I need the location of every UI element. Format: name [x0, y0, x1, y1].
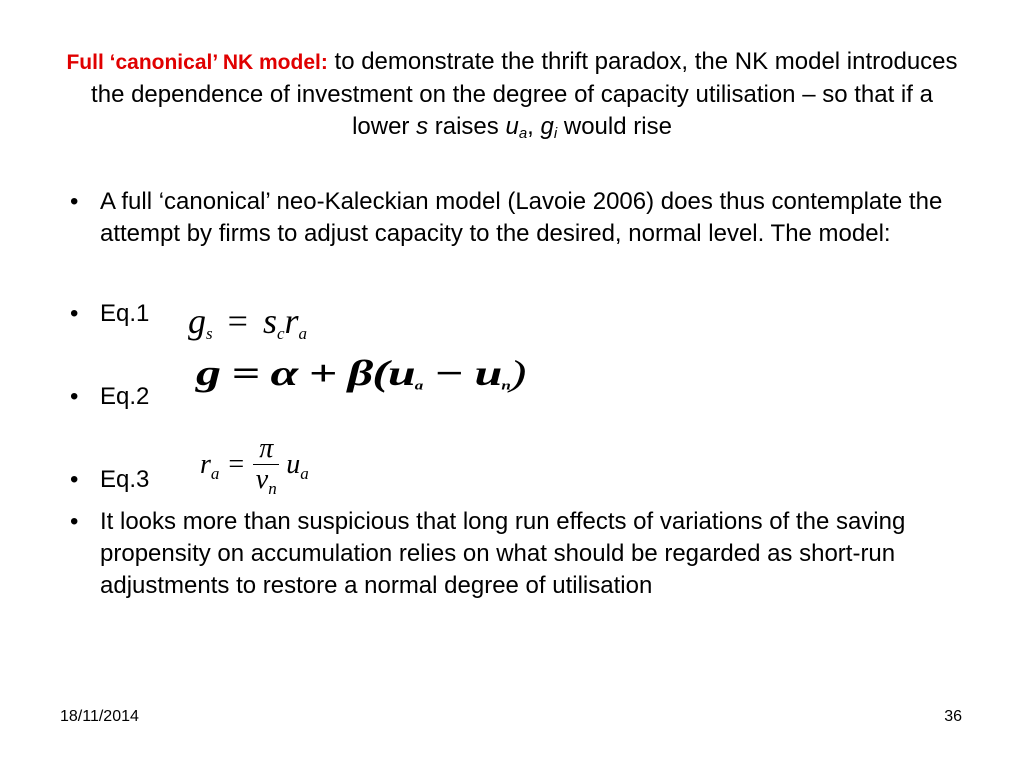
eq1-r: r [284, 301, 299, 341]
footer-date: 18/11/2014 [60, 708, 139, 725]
equation-1 [188, 300, 307, 342]
bullet-marker-5: • [70, 508, 79, 535]
eq1-g: g [188, 301, 206, 341]
eq1-equals: = [227, 301, 248, 341]
title-var-u: u [505, 113, 519, 140]
eq2-sub-n: n [501, 378, 510, 393]
bullet-marker-4: • [70, 466, 79, 493]
bullet-text-5: It looks more than suspicious that long run effects of variations of the saving propensity on accumulation relies on what should be regarded as short-run adjustments to restore a normal degree of utilisation [100, 508, 906, 599]
equation-3 [200, 433, 309, 498]
title-colon: : [320, 51, 328, 74]
eq3-r: r [200, 448, 211, 480]
title-sub-i: i [553, 125, 558, 142]
eq1-s: s [262, 301, 277, 341]
bullet-text-1: A full ‘canonical’ neo-Kaleckian model (Lavoie 2006) does thus contemplate the attempt by firms to adjust capacity to the desired, normal level. The model: [100, 188, 943, 247]
footer-page-number: 36 [944, 708, 962, 725]
title-highlight: Full ‘canonical’ NK model [66, 51, 321, 74]
eq1-sub-s: s [206, 324, 213, 343]
eq3-equals: = [228, 448, 245, 480]
eq3-u: u [286, 448, 301, 480]
title-sub-a: a [518, 125, 528, 142]
eq3-fraction [253, 433, 279, 498]
eq2-main: g = α + β(u [196, 352, 415, 394]
title-text-3: would rise [557, 113, 672, 140]
bullet-marker-1: • [70, 188, 79, 215]
eq2-close-paren: ) [509, 352, 526, 394]
title-var-g: g [540, 113, 554, 140]
eq3-numerator-pi: π [253, 434, 279, 465]
eq3-sub-a: a [210, 463, 220, 483]
eq1-sub-c: c [276, 324, 285, 343]
title-text-1: to demonstrate the thrift paradox, the NK model introduces the dependence of investment on the degree of capacity utilisation – so that if a lower [91, 48, 958, 140]
bullet-eq1-label: Eq.1 [100, 300, 150, 327]
bullet-eq3-label: Eq.3 [100, 466, 150, 493]
bullet-eq2-label: Eq.2 [100, 383, 150, 410]
title-comma: , [527, 113, 541, 140]
bullet-marker-3: • [70, 383, 79, 410]
eq2-minus-u: − u [422, 352, 502, 394]
eq3-sub-ua: a [300, 463, 309, 483]
eq1-sub-a: a [298, 324, 308, 343]
title-text-2: raises [428, 113, 506, 140]
bullet-marker-2: • [70, 300, 79, 327]
slide-title [60, 46, 964, 143]
equation-2 [196, 352, 525, 394]
eq2-sub-a: a [414, 378, 423, 393]
eq3-v: v [255, 464, 269, 495]
title-var-s: s [416, 113, 429, 140]
eq3-sub-n: n [268, 479, 277, 498]
